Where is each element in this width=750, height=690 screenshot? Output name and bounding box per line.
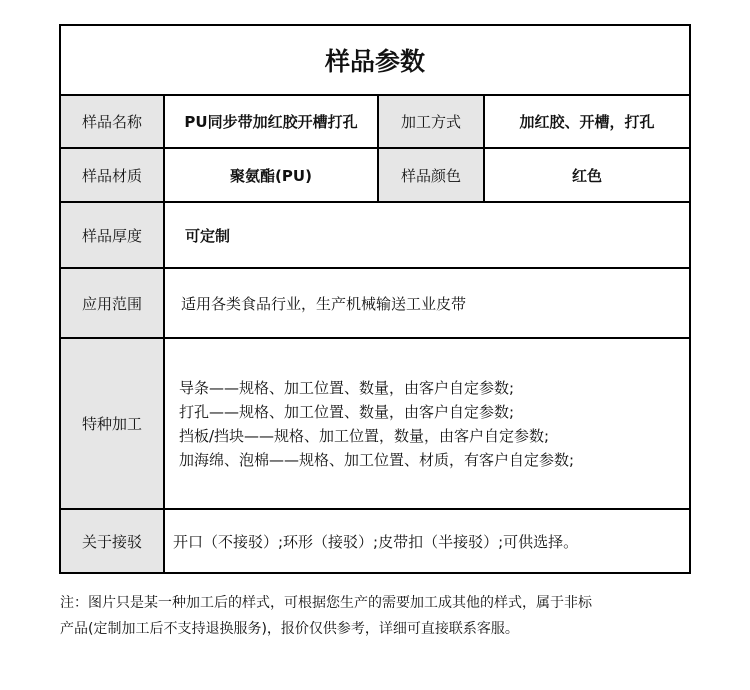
value-sample-name: PU同步带加红胶开槽打孔 bbox=[165, 96, 377, 147]
table-title: 样品参数 bbox=[324, 47, 425, 76]
column-divider bbox=[483, 96, 485, 201]
footnote-line-1: 注：图片只是某一种加工后的样式，可根据您生产的需要加工成其他的样式，属于非标 bbox=[60, 595, 592, 611]
value-sample-material: 聚氨酯(PU) bbox=[165, 149, 377, 201]
value-process-method: 加红胶、开槽，打孔 bbox=[485, 96, 689, 147]
label-special-processing: 特种加工 bbox=[61, 339, 163, 508]
label-sample-thickness: 样品厚度 bbox=[61, 203, 163, 267]
label-sample-material: 样品材质 bbox=[61, 149, 163, 201]
value-splicing: 开口（不接驳）;环形（接驳）;皮带扣（半接驳）;可供选择。 bbox=[165, 510, 689, 572]
value-application: 适用各类食品行业，生产机械输送工业皮带 bbox=[165, 269, 689, 337]
special-line: 导条——规格、加工位置、数量，由客户自定参数; bbox=[179, 378, 515, 397]
value-sample-thickness: 可定制 bbox=[165, 203, 689, 267]
label-application: 应用范围 bbox=[61, 269, 163, 337]
label-process-method: 加工方式 bbox=[379, 96, 483, 147]
special-line: 加海绵、泡棉——规格、加工位置、材质，有客户自定参数; bbox=[179, 450, 575, 469]
footnote-line-2: 产品(定制加工后不支持退换服务)，报价仅供参考，详细可直接联系客服。 bbox=[60, 621, 519, 637]
value-special-processing bbox=[165, 339, 689, 508]
label-sample-color: 样品颜色 bbox=[379, 149, 483, 201]
special-line: 挡板/挡块——规格、加工位置，数量，由客户自定参数; bbox=[179, 426, 550, 445]
footnote bbox=[60, 590, 700, 642]
column-divider bbox=[163, 96, 165, 572]
sample-parameters-table bbox=[59, 24, 691, 574]
value-sample-color: 红色 bbox=[485, 149, 689, 201]
label-splicing: 关于接驳 bbox=[61, 510, 163, 572]
column-divider bbox=[377, 96, 379, 201]
special-line: 打孔——规格、加工位置、数量，由客户自定参数; bbox=[179, 402, 515, 421]
label-sample-name: 样品名称 bbox=[61, 96, 163, 147]
